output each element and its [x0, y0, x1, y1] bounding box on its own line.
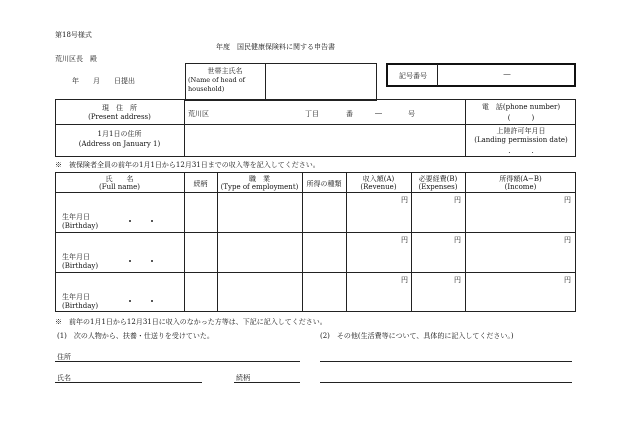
row1-yen-revenue: 円 — [401, 196, 408, 204]
addressee: 荒川区長 殿 — [55, 55, 97, 63]
address-dash: ― — [375, 109, 382, 117]
col-name-en: (Full name) — [99, 183, 140, 191]
col-income-type: 所得の種類 — [306, 180, 342, 188]
other-line-2[interactable] — [320, 382, 572, 383]
col-revenue: 収入額(A) — [362, 175, 395, 183]
current-address-input[interactable] — [210, 101, 460, 123]
income-note: ※ 被保険者全員の前年の1月1日から12月31日までの収入等を記入してください。 — [55, 161, 320, 169]
page-title: 年度 国民健康保険料に関する申告書 — [216, 43, 335, 51]
row1-yen-expenses: 円 — [454, 196, 461, 204]
household-head-en: (Name of head of household) — [188, 76, 246, 93]
col-income: 所得額(A−B) — [499, 175, 542, 183]
col-name: 氏 名 — [105, 175, 134, 183]
ward-label: 荒川区 — [188, 110, 209, 118]
option-1[interactable]: (1) 次の人物から、扶養・仕送りを受けていた。 — [57, 332, 214, 340]
support-relation-line[interactable] — [234, 382, 300, 383]
support-relation-label: 続柄 — [236, 374, 250, 382]
col-expenses-en: (Expenses) — [418, 183, 458, 191]
record-number-label: 記号番号 — [399, 72, 427, 80]
current-address-en: (Present address) — [88, 113, 151, 121]
support-address-line[interactable] — [55, 361, 300, 362]
other-line-1[interactable] — [320, 361, 572, 362]
row3-birthday-en: (Birthday) — [62, 302, 99, 310]
row2-birthday: 生年月日 — [62, 253, 90, 261]
option-2[interactable]: (2) その他(生活費等について、具体的に記入してください。) — [320, 332, 514, 340]
jan1-address-label: 1月1日の住所 — [97, 130, 142, 138]
support-name-label: 氏名 — [57, 374, 71, 382]
col-revenue-en: (Revenue) — [360, 183, 397, 191]
row3-birthday: 生年月日 — [62, 293, 90, 301]
row2-yen-expenses: 円 — [454, 236, 461, 244]
landing-date-input[interactable]: . . — [508, 147, 534, 155]
row2-yen-income: 円 — [564, 236, 571, 244]
landing-date-label: 上陸許可年月日 — [496, 127, 546, 135]
row2-birthday-en: (Birthday) — [62, 262, 99, 270]
household-head-input[interactable] — [266, 64, 376, 100]
phone-label: 電 話(phone number) — [481, 103, 561, 111]
record-number-value[interactable]: ― — [503, 70, 511, 78]
income-table — [55, 172, 576, 312]
current-address-label: 現 住 所 — [102, 104, 137, 112]
row3-yen-income: 円 — [564, 276, 571, 284]
go-label: 号 — [408, 110, 415, 118]
row3-yen-revenue: 円 — [401, 276, 408, 284]
row1-yen-income: 円 — [564, 196, 571, 204]
row2-yen-revenue: 円 — [401, 236, 408, 244]
col-occupation: 職 業 — [249, 175, 270, 183]
support-name-line[interactable] — [55, 382, 202, 383]
col-income-en: (Income) — [504, 183, 537, 191]
chome-label: 丁目 — [305, 110, 319, 118]
col-expenses: 必要経費(B) — [418, 175, 458, 183]
phone-input[interactable]: ( ) — [507, 114, 535, 122]
jan1-address-en: (Address on January 1) — [78, 140, 161, 148]
support-address-label: 住所 — [57, 353, 71, 361]
row1-birthday: 生年月日 — [62, 213, 90, 221]
ban-label: 番 — [346, 110, 353, 118]
form-number: 第18号様式 — [55, 31, 92, 39]
row1-birthday-en: (Birthday) — [62, 222, 99, 230]
jan1-address-input[interactable] — [186, 126, 462, 155]
row3-yen-expenses: 円 — [454, 276, 461, 284]
col-relation: 続柄 — [193, 180, 208, 188]
no-income-note: ※ 前年の1月1日から12月31日に収入のなかった方等は、下記に記入してください。 — [55, 318, 327, 326]
submit-date[interactable]: 年 月 日提出 — [72, 77, 135, 85]
landing-date-en: (Landing permission date) — [474, 136, 568, 144]
col-occupation-en: (Type of employment) — [220, 183, 299, 191]
household-head-label: 世帯主氏名 — [207, 67, 243, 75]
